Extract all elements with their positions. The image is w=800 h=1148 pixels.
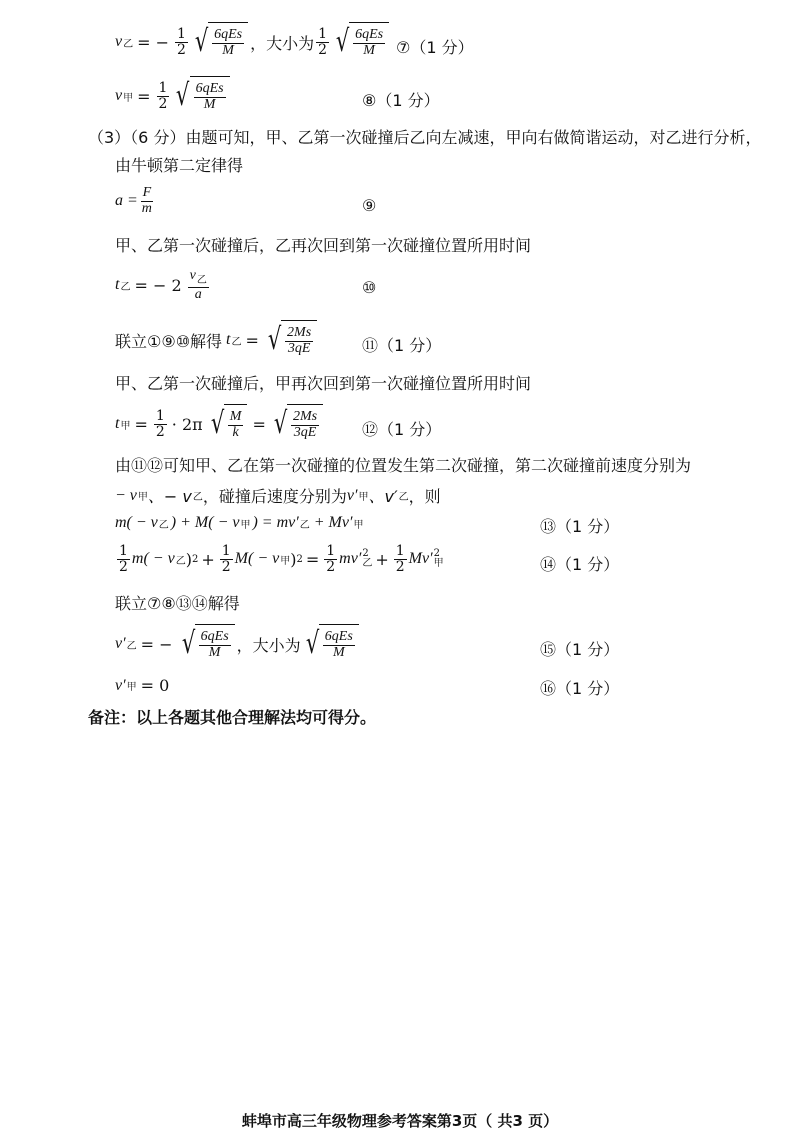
score-12: ⑫（1 分） [362, 420, 442, 439]
score-9: ⑨ [362, 196, 377, 215]
operator: = [245, 330, 259, 350]
sqrt: √ $\frac{\text{6qEs}}{M}$ [333, 22, 389, 62]
fraction-F-m: $\frac{F}{m}$ [141, 185, 152, 216]
equation-15: v′ 乙 = − √ $\frac{\text{6qEs}}{M}$ ，大小为 √ $\frac{\text{6qEs}}{M}$ [115, 624, 361, 664]
sqrt: √ $\frac{M}{k}$ [208, 404, 248, 444]
fraction-half: $\frac{1}{2}$ [177, 25, 186, 58]
equation-11 [115, 320, 319, 360]
text-1: 甲、乙第一次碰撞后，乙再次回到第一次碰撞位置所用时间 [115, 236, 532, 255]
subscript: 甲 [123, 92, 134, 104]
score-7: ⑦（1 分） [396, 38, 474, 57]
var-v: v [115, 33, 123, 50]
score-8: ⑧（1 分） [362, 91, 440, 110]
equation-13: m( − v 乙 ) + M( − v 甲 ) = mv′ 乙 + Mv′ 甲 [115, 514, 364, 531]
text-magnitude: ，大小为 [250, 33, 315, 53]
subscript: 乙 [120, 281, 131, 293]
text-4: − v 甲 、− v 乙 ，碰撞后速度分别为 v′ 甲 、v′ 乙 ，则 [115, 486, 441, 506]
page-footer: 蚌埠市高三年级物理参考答案第3页（ 共3 页） [241, 1112, 559, 1130]
note: 备注：以上各题其他合理解法均可得分。 [88, 708, 377, 727]
operator: · 2π [171, 414, 203, 434]
part3-lead: （3）（6 分）由题可知，甲、乙第一次碰撞后乙向左减速，甲向右做简谐运动，对乙进行分析， [88, 128, 762, 147]
operator: = − 2 [134, 275, 182, 295]
equation-12 [115, 404, 325, 444]
score-11: ⑪（1 分） [362, 336, 442, 355]
text-solve: 联立①⑨⑩解得 [115, 331, 223, 351]
fraction-v-a: $\frac{v_乙}{a}$ [189, 268, 207, 302]
operator: = − [137, 32, 170, 52]
text-5: 联立⑦⑧⑬⑭解得 [115, 594, 240, 613]
var-v: v [115, 87, 123, 104]
var-t: t [115, 276, 120, 294]
equation-14: $\frac{1}{2}$ m( − v 乙 ) 2 + $\frac{1}{2}$ M( − v 甲 ) 2 = $\frac{1}{2}$ mv′ 2 乙 + $\frac{1}{2}$ Mv′ 2 甲 [119, 543, 444, 575]
score-16: ⑯（1 分） [540, 679, 620, 698]
fraction-half: $\frac{1}{2}$ [318, 25, 327, 58]
operator: = [137, 86, 151, 106]
sqrt: √ $\frac{2Ms}{3qE}$ [271, 404, 323, 444]
equation-9 [115, 186, 156, 216]
score-13: ⑬（1 分） [540, 517, 620, 536]
part3-line2: 由牛顿第二定律得 [115, 156, 244, 175]
var-t: t [226, 331, 231, 348]
sqrt: √ $\frac{2Ms}{3qE}$ [265, 320, 317, 360]
fraction-half: $\frac{1}{2}$ [155, 407, 165, 440]
score-14: ⑭（1 分） [540, 555, 620, 574]
equation-10 [115, 268, 211, 302]
fraction-half: $\frac{1}{2}$ [158, 79, 168, 112]
equation-7 [115, 22, 391, 62]
subscript: 乙 [231, 336, 242, 348]
operator: = [134, 414, 148, 434]
equation-16: v′ 甲 = 0 [115, 676, 170, 695]
var-a: a = [115, 192, 138, 210]
score-15: ⑮（1 分） [540, 640, 620, 659]
operator: = [252, 414, 266, 434]
text-2: 甲、乙第一次碰撞后，甲再次回到第一次碰撞位置所用时间 [115, 374, 532, 393]
var-t: t [115, 415, 120, 432]
subscript: 乙 [123, 38, 134, 50]
sqrt: √ $\frac{\text{6qEs}}{M}$ [173, 76, 229, 116]
equation-8 [115, 76, 232, 116]
text-3: 由⑪⑫可知甲、乙在第一次碰撞的位置发生第二次碰撞，第二次碰撞前速度分别为 [115, 456, 692, 475]
score-10: ⑩ [362, 278, 377, 297]
sqrt: √ $\frac{\text{6qEs}}{M}$ [192, 22, 248, 62]
subscript: 甲 [120, 420, 131, 432]
